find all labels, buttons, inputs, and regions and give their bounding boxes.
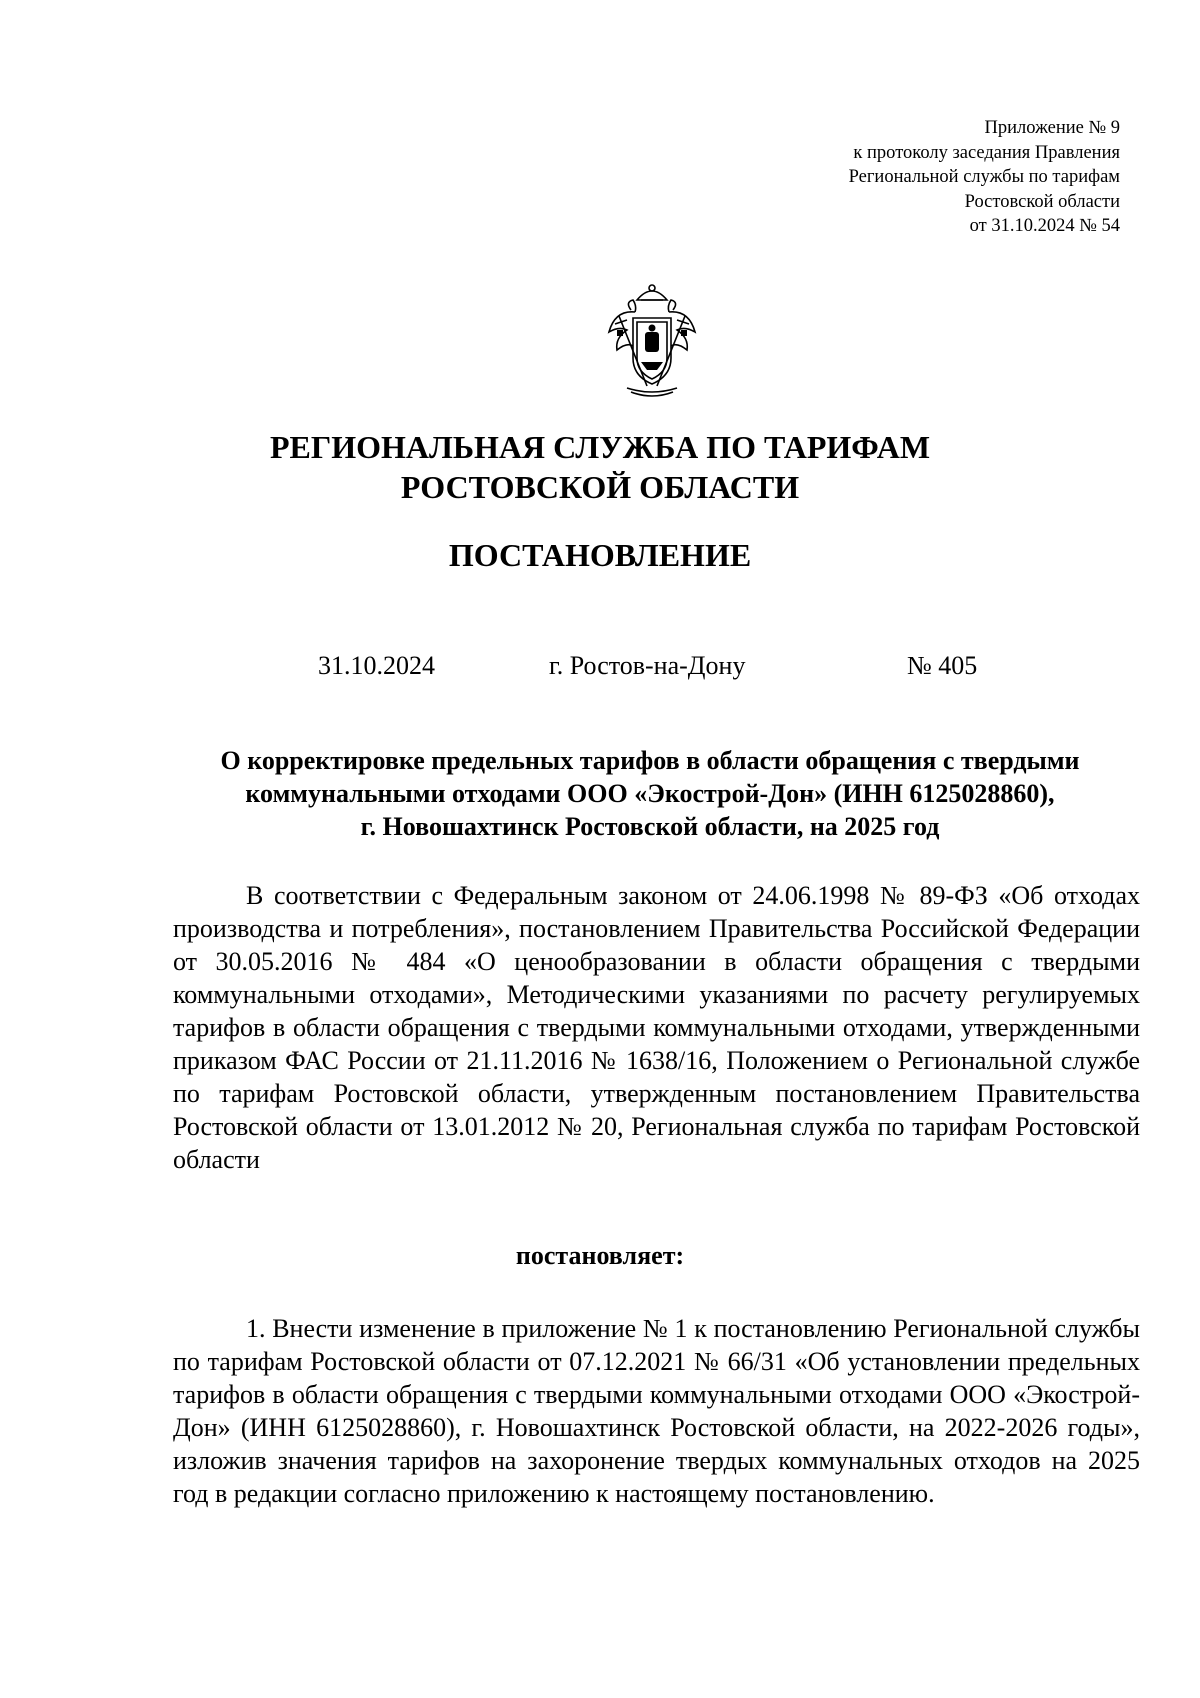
subject-line: коммунальными отходами ООО «Экострой-Дон» (ИНН 6125028860),: [245, 779, 1055, 808]
document-meta-row: [0, 648, 1200, 684]
attachment-note: [849, 116, 1120, 239]
attachment-line: от 31.10.2024 № 54: [969, 216, 1120, 236]
document-city: г. Ростов-на-Дону: [549, 651, 746, 680]
organization-title: [0, 427, 1200, 507]
attachment-line: Ростовской области: [964, 191, 1120, 212]
decree-word: постановляет:: [515, 1241, 685, 1270]
document-type: ПОСТАНОВЛЕНИЕ: [448, 537, 752, 573]
attachment-line: Региональной службы по тарифам: [848, 167, 1120, 187]
organization-title-line: РЕГИОНАЛЬНАЯ СЛУЖБА ПО ТАРИФАМ: [269, 429, 931, 465]
attachment-line: Приложение № 9: [984, 118, 1120, 138]
preamble-paragraph: В соответствии с Федеральным законом от 24.06.1998 № 89-ФЗ «Об отходах производства и потребления», постановлением Правительства Российской Федерации от 30.05.2016 № 484 «О ценообразовании в области обращения с твердыми коммунальными отходами», Методическими указаниями по расчету регулируемых тарифов в области обращения с твердыми коммунальными отходами, утвержденными приказом ФАС России от 21.11.2016 № 1638/16, Положением о Региональной службе по тарифам Ростовской области, утвержденным постановлением Правительства Ростовской области от 13.01.2012 № 20, Региональная служба по тарифам Ростовской области: [173, 881, 1140, 1174]
document-number: № 405: [907, 651, 978, 680]
document-date: 31.10.2024: [318, 651, 435, 680]
item-block: [173, 1312, 1140, 1510]
item-1-paragraph: 1. Внести изменение в приложение № 1 к постановлению Региональной службы по тарифам Ростовской области от 07.12.2021 № 66/31 «Об установлении предельных тарифов в области обращения с твердыми коммунальными отходами ООО «Экострой-Дон» (ИНН 6125028860), г. Новошахтинск Ростовской области, на 2022-2026 годы», изложив значения тарифов на захоронение твердых коммунальных отходов на 2025 год в редакции согласно приложению к настоящему постановлению.: [173, 1314, 1140, 1508]
subject-line: г. Новошахтинск Ростовской области, на 2025 год: [360, 812, 940, 841]
subject-line: О корректировке предельных тарифов в области обращения с твердыми: [220, 746, 1080, 775]
coat-of-arms-icon: [597, 280, 707, 400]
document-subject: [160, 744, 1140, 843]
preamble-block: [173, 879, 1140, 1176]
attachment-line: к протоколу заседания Правления: [853, 142, 1120, 163]
organization-title-line: РОСТОВСКОЙ ОБЛАСТИ: [400, 469, 800, 505]
